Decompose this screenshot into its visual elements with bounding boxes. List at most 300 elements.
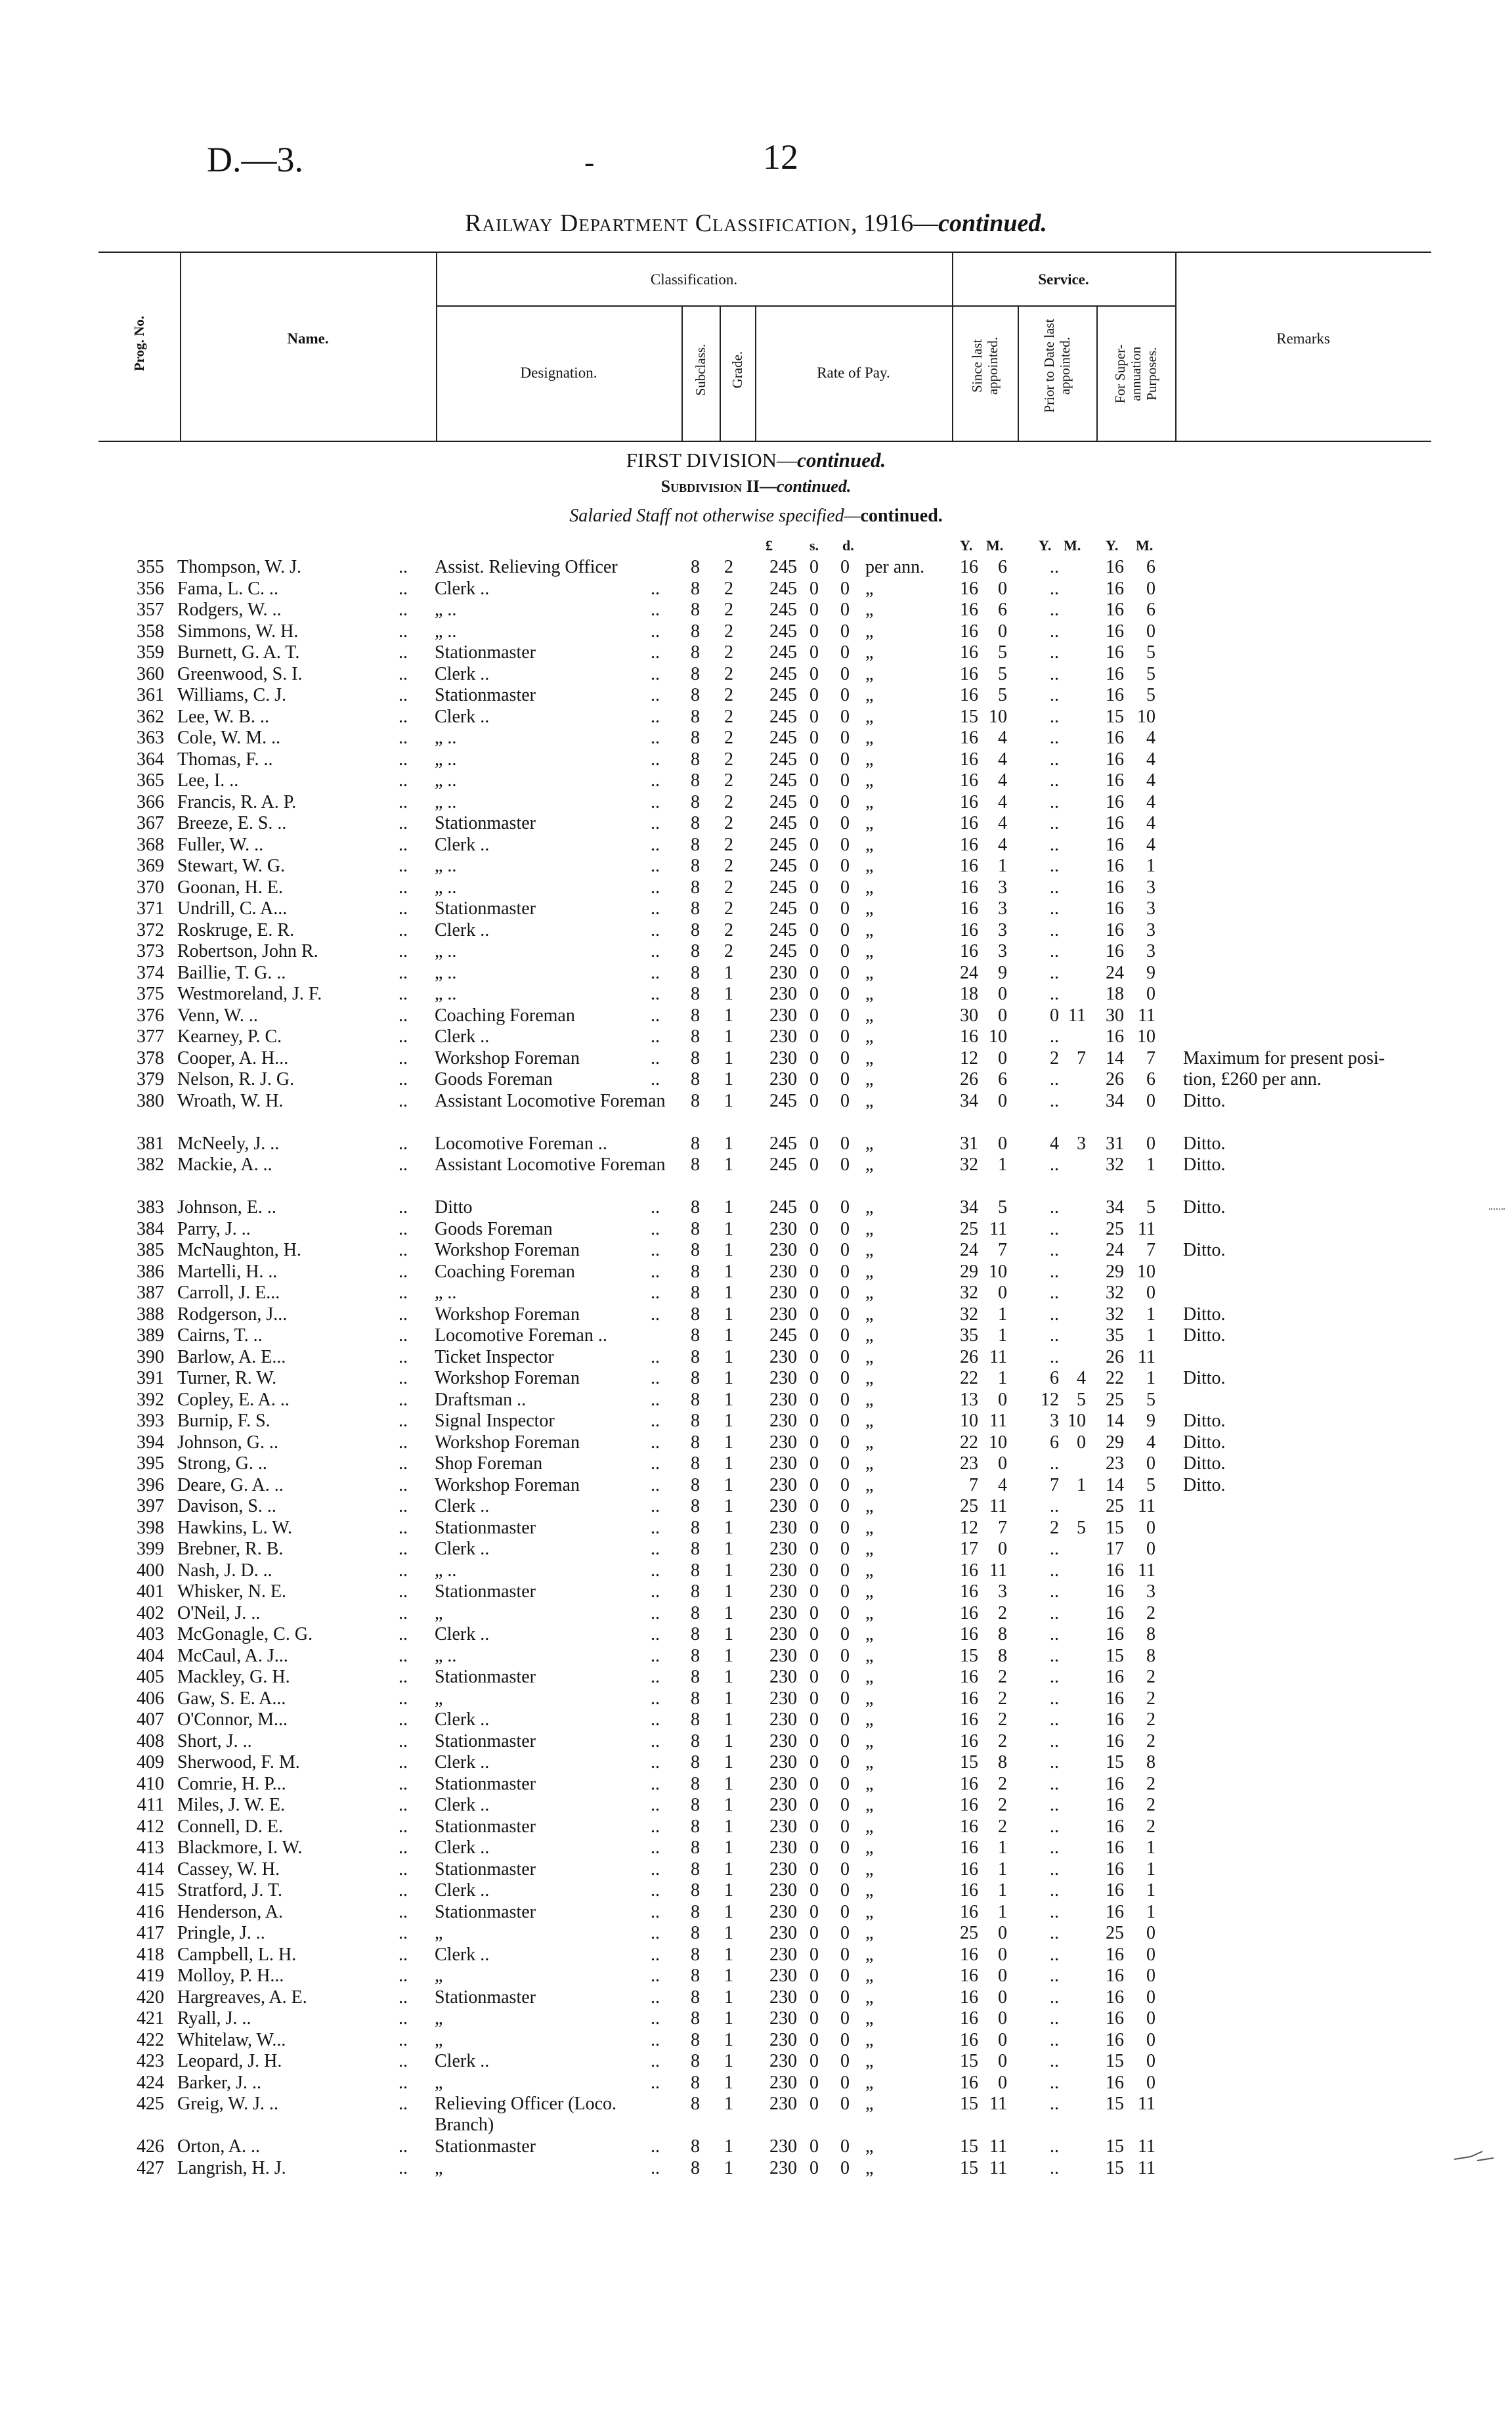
prior-years: .. bbox=[1050, 1453, 1059, 1474]
rate-period: „ bbox=[865, 941, 874, 961]
staff-name: Short, J. .. bbox=[177, 1730, 252, 1751]
remarks: Ditto. bbox=[1183, 1411, 1226, 1431]
prog-no: 395 bbox=[137, 1453, 164, 1474]
super-months: 1 bbox=[1146, 1155, 1156, 1175]
prior-years: .. bbox=[1050, 557, 1059, 577]
rate-pence: 0 bbox=[840, 1090, 850, 1111]
since-months: 7 bbox=[998, 1517, 1007, 1538]
rate-pence: 0 bbox=[840, 749, 850, 770]
leader-dots: .. bbox=[399, 1261, 408, 1282]
rate-period: „ bbox=[865, 1859, 874, 1880]
prior-years: .. bbox=[1050, 1602, 1059, 1623]
designation: Clerk .. bbox=[435, 1026, 490, 1047]
rate-pounds: 230 bbox=[769, 1346, 797, 1367]
super-months: 0 bbox=[1146, 2029, 1156, 2050]
prog-no: 410 bbox=[137, 1773, 164, 1794]
rate-pence: 0 bbox=[840, 941, 850, 961]
rate-pence: 0 bbox=[840, 1325, 850, 1346]
since-months: 11 bbox=[989, 1346, 1007, 1367]
since-years: 7 bbox=[969, 1474, 978, 1495]
table-row bbox=[0, 1432, 1512, 1454]
prog-no: 356 bbox=[137, 578, 164, 599]
table-row bbox=[0, 1069, 1512, 1091]
rate-pence: 0 bbox=[840, 1389, 850, 1410]
super-years: 25 bbox=[1106, 1496, 1124, 1516]
super-months: 4 bbox=[1146, 813, 1156, 833]
staff-heading-word: Salaried bbox=[569, 506, 632, 526]
rate-pounds: 230 bbox=[769, 1453, 797, 1474]
super-years: 16 bbox=[1106, 1837, 1124, 1858]
leader-dots: .. bbox=[651, 1240, 660, 1260]
rate-period: „ bbox=[865, 1389, 874, 1410]
rate-pounds: 245 bbox=[769, 919, 797, 940]
rate-pence: 0 bbox=[840, 856, 850, 876]
subclass: 8 bbox=[691, 984, 700, 1004]
rate-pounds: 230 bbox=[769, 2029, 797, 2050]
rate-pence: 0 bbox=[840, 1453, 850, 1474]
since-months: 0 bbox=[998, 1090, 1007, 1111]
leader-dots: .. bbox=[651, 1795, 660, 1815]
super-months: 5 bbox=[1146, 1389, 1156, 1410]
rate-pounds: 230 bbox=[769, 1261, 797, 1282]
since-months: 11 bbox=[989, 1560, 1007, 1581]
super-years: 16 bbox=[1106, 1966, 1124, 1986]
grade: 1 bbox=[724, 1496, 733, 1516]
prior-years: .. bbox=[1050, 2157, 1059, 2178]
rate-pence: 0 bbox=[840, 919, 850, 940]
rate-pence: 0 bbox=[840, 791, 850, 812]
grade: 1 bbox=[724, 2094, 733, 2114]
super-years: 34 bbox=[1106, 1197, 1124, 1218]
designation: Clerk .. bbox=[435, 919, 490, 940]
since-years: 16 bbox=[960, 919, 978, 940]
since-months: 5 bbox=[998, 685, 1007, 705]
prog-no: 358 bbox=[137, 621, 164, 642]
rate-period: „ bbox=[865, 2157, 874, 2178]
rate-pounds: 245 bbox=[769, 642, 797, 663]
grade: 1 bbox=[724, 1283, 733, 1303]
leader-dots: .. bbox=[399, 1133, 408, 1154]
since-months: 4 bbox=[998, 813, 1007, 833]
prior-years: .. bbox=[1050, 1218, 1059, 1239]
since-months: 2 bbox=[998, 1773, 1007, 1794]
since-years: 16 bbox=[960, 1880, 978, 1901]
designation: „ .. bbox=[435, 600, 457, 620]
subclass: 8 bbox=[691, 1645, 700, 1666]
since-months: 1 bbox=[998, 1880, 1007, 1901]
since-years: 15 bbox=[960, 2094, 978, 2114]
since-months: 10 bbox=[989, 1261, 1007, 1282]
subclass: 8 bbox=[691, 663, 700, 684]
super-years: 35 bbox=[1106, 1325, 1124, 1346]
rate-shillings: 0 bbox=[810, 1240, 819, 1260]
since-years: 16 bbox=[960, 770, 978, 791]
remarks: Ditto. bbox=[1183, 1432, 1226, 1453]
rate-shillings: 0 bbox=[810, 2157, 819, 2178]
grade: 2 bbox=[724, 898, 733, 919]
units-row bbox=[0, 537, 1512, 557]
rate-period: „ bbox=[865, 1133, 874, 1154]
subclass: 8 bbox=[691, 1517, 700, 1538]
leader-dots: .. bbox=[399, 791, 408, 812]
leader-dots: .. bbox=[651, 1816, 660, 1837]
rate-period: „ bbox=[865, 1624, 874, 1644]
prior-years: .. bbox=[1050, 2136, 1059, 2157]
leader-dots: .. bbox=[399, 1411, 408, 1431]
since-months: 11 bbox=[989, 1411, 1007, 1431]
prior-months: 5 bbox=[1077, 1517, 1086, 1538]
leader-dots: .. bbox=[399, 1752, 408, 1772]
rate-pence: 0 bbox=[840, 2072, 850, 2093]
super-months: 8 bbox=[1146, 1752, 1156, 1772]
leader-dots: .. bbox=[651, 1581, 660, 1602]
prior-years: .. bbox=[1050, 1346, 1059, 1367]
prog-no: 414 bbox=[137, 1859, 164, 1880]
staff-name: Fama, L. C. .. bbox=[177, 578, 278, 599]
super-months: 0 bbox=[1146, 1944, 1156, 1965]
rate-pounds: 230 bbox=[769, 1389, 797, 1410]
prior-years: .. bbox=[1050, 1645, 1059, 1666]
leader-dots: .. bbox=[651, 1005, 660, 1026]
rate-period: „ bbox=[865, 919, 874, 940]
super-months: 5 bbox=[1146, 1197, 1156, 1218]
subclass: 8 bbox=[691, 1090, 700, 1111]
table-row bbox=[0, 1688, 1512, 1710]
prog-no: 366 bbox=[137, 791, 164, 812]
leader-dots: .. bbox=[399, 1346, 408, 1367]
staff-heading-word: not bbox=[674, 506, 699, 526]
grade: 1 bbox=[724, 1560, 733, 1581]
leader-dots: .. bbox=[399, 1432, 408, 1453]
table-row bbox=[0, 1197, 1512, 1219]
rate-pounds: 230 bbox=[769, 1304, 797, 1325]
table-row bbox=[0, 2158, 1512, 2180]
staff-heading-word: Staff bbox=[636, 506, 670, 526]
designation: Clerk .. bbox=[435, 1880, 490, 1901]
header-service: Service. bbox=[1038, 271, 1089, 288]
super-years: 16 bbox=[1106, 1667, 1124, 1687]
staff-name: Undrill, C. A... bbox=[177, 898, 288, 919]
since-months: 1 bbox=[998, 1325, 1007, 1346]
subclass: 8 bbox=[691, 1773, 700, 1794]
prog-no: 404 bbox=[137, 1645, 164, 1666]
rate-pounds: 230 bbox=[769, 1816, 797, 1837]
super-months: 11 bbox=[1138, 1346, 1156, 1367]
rate-shillings: 0 bbox=[810, 1752, 819, 1772]
designation: „ bbox=[435, 2157, 443, 2178]
super-years: 24 bbox=[1106, 962, 1124, 983]
leader-dots: .. bbox=[399, 2051, 408, 2071]
rate-pence: 0 bbox=[840, 2136, 850, 2157]
rate-shillings: 0 bbox=[810, 877, 819, 898]
prior-years: .. bbox=[1050, 1560, 1059, 1581]
leader-dots: .. bbox=[651, 1859, 660, 1880]
super-years: 14 bbox=[1106, 1047, 1124, 1068]
prog-no: 392 bbox=[137, 1389, 164, 1410]
prior-years: .. bbox=[1050, 1261, 1059, 1282]
rate-pence: 0 bbox=[840, 1752, 850, 1772]
rate-pence: 0 bbox=[840, 1155, 850, 1175]
designation: Ticket Inspector bbox=[435, 1346, 554, 1367]
staff-name: Thompson, W. J. bbox=[177, 557, 302, 577]
since-months: 9 bbox=[998, 962, 1007, 983]
table-row bbox=[0, 1987, 1512, 2009]
rate-period: „ bbox=[865, 642, 874, 663]
leader-dots: .. bbox=[399, 984, 408, 1004]
super-months: 5 bbox=[1146, 1474, 1156, 1495]
table-row bbox=[0, 1859, 1512, 1881]
page-separator: - bbox=[584, 145, 595, 179]
rate-pounds: 230 bbox=[769, 962, 797, 983]
rate-pence: 0 bbox=[840, 962, 850, 983]
rate-pounds: 230 bbox=[769, 1411, 797, 1431]
grade: 2 bbox=[724, 557, 733, 577]
since-months: 11 bbox=[989, 1496, 1007, 1516]
rate-shillings: 0 bbox=[810, 1133, 819, 1154]
subclass: 8 bbox=[691, 834, 700, 855]
since-months: 0 bbox=[998, 1283, 1007, 1303]
rate-shillings: 0 bbox=[810, 1496, 819, 1516]
prior-years: .. bbox=[1050, 728, 1059, 748]
since-years: 24 bbox=[960, 962, 978, 983]
table-row bbox=[0, 1091, 1512, 1133]
table-row bbox=[0, 1795, 1512, 1816]
super-years: 14 bbox=[1106, 1411, 1124, 1431]
rate-shillings: 0 bbox=[810, 1197, 819, 1218]
rate-period: „ bbox=[865, 1795, 874, 1815]
table-row bbox=[0, 1752, 1512, 1774]
prior-years: .. bbox=[1050, 600, 1059, 620]
super-years: 16 bbox=[1106, 856, 1124, 876]
prog-no: 417 bbox=[137, 1923, 164, 1943]
since-months: 0 bbox=[998, 1987, 1007, 2008]
super-years: 25 bbox=[1106, 1218, 1124, 1239]
remarks: Ditto. bbox=[1183, 1090, 1226, 1111]
super-months: 0 bbox=[1146, 1966, 1156, 1986]
table-row bbox=[0, 1496, 1512, 1518]
rate-pounds: 230 bbox=[769, 2157, 797, 2178]
prog-no: 364 bbox=[137, 749, 164, 770]
leader-dots: .. bbox=[651, 984, 660, 1004]
staff-name: Thomas, F. .. bbox=[177, 749, 273, 770]
designation: „ .. bbox=[435, 791, 457, 812]
staff-name: Wroath, W. H. bbox=[177, 1090, 284, 1111]
header-prog-no: Prog. No. bbox=[131, 315, 147, 372]
subclass: 8 bbox=[691, 1389, 700, 1410]
leader-dots: .. bbox=[651, 706, 660, 727]
staff-name: Johnson, E. .. bbox=[177, 1197, 276, 1218]
rate-pence: 0 bbox=[840, 1923, 850, 1943]
designation: „ bbox=[435, 1602, 443, 1623]
table-row bbox=[0, 856, 1512, 877]
super-years: 18 bbox=[1106, 984, 1124, 1004]
grade: 2 bbox=[724, 706, 733, 727]
rate-pence: 0 bbox=[840, 1133, 850, 1154]
staff-name: Turner, R. W. bbox=[177, 1368, 277, 1388]
rate-shillings: 0 bbox=[810, 1432, 819, 1453]
prog-no: 365 bbox=[137, 770, 164, 791]
leader-dots: .. bbox=[651, 1944, 660, 1965]
since-months: 0 bbox=[998, 2051, 1007, 2071]
designation: Clerk .. bbox=[435, 834, 490, 855]
grade: 1 bbox=[724, 1517, 733, 1538]
super-years: 16 bbox=[1106, 898, 1124, 919]
super-months: 0 bbox=[1146, 1453, 1156, 1474]
leader-dots: .. bbox=[651, 791, 660, 812]
designation: „ .. bbox=[435, 1283, 457, 1303]
margin-mark bbox=[1451, 2147, 1497, 2165]
prior-years: 7 bbox=[1050, 1474, 1059, 1495]
since-years: 16 bbox=[960, 578, 978, 599]
rate-pounds: 230 bbox=[769, 1944, 797, 1965]
designation: „ bbox=[435, 2008, 443, 2029]
leader-dots: .. bbox=[399, 813, 408, 833]
prior-years: 12 bbox=[1041, 1389, 1059, 1410]
leader-dots: .. bbox=[399, 2094, 408, 2114]
designation: Locomotive Foreman .. bbox=[435, 1325, 607, 1346]
subclass: 8 bbox=[691, 706, 700, 727]
super-years: 16 bbox=[1106, 1624, 1124, 1644]
since-years: 26 bbox=[960, 1069, 978, 1089]
prog-no: 419 bbox=[137, 1966, 164, 1986]
rate-shillings: 0 bbox=[810, 1304, 819, 1325]
designation: „ bbox=[435, 1966, 443, 1986]
leader-dots: .. bbox=[399, 1539, 408, 1559]
rate-pounds: 230 bbox=[769, 1560, 797, 1581]
super-years: 15 bbox=[1106, 2136, 1124, 2157]
subclass: 8 bbox=[691, 1944, 700, 1965]
since-months: 2 bbox=[998, 1688, 1007, 1709]
rate-pence: 0 bbox=[840, 1539, 850, 1559]
super-years: 16 bbox=[1106, 728, 1124, 748]
rate-pence: 0 bbox=[840, 1944, 850, 1965]
subclass: 8 bbox=[691, 1325, 700, 1346]
since-years: 16 bbox=[960, 621, 978, 642]
super-months: 2 bbox=[1146, 1795, 1156, 1815]
super-months: 5 bbox=[1146, 685, 1156, 705]
title-text: Railway Department Classification bbox=[465, 209, 852, 237]
remarks: Ditto. bbox=[1183, 1240, 1226, 1260]
rate-period: „ bbox=[865, 1816, 874, 1837]
leader-dots: .. bbox=[651, 1645, 660, 1666]
since-months: 4 bbox=[998, 728, 1007, 748]
subclass: 8 bbox=[691, 1795, 700, 1815]
staff-table bbox=[0, 557, 1512, 2179]
designation: „ bbox=[435, 1688, 443, 1709]
grade: 1 bbox=[724, 1389, 733, 1410]
rate-period: „ bbox=[865, 1090, 874, 1111]
leader-dots: .. bbox=[399, 1688, 408, 1709]
rate-shillings: 0 bbox=[810, 2051, 819, 2071]
grade: 1 bbox=[724, 1773, 733, 1794]
designation: „ .. bbox=[435, 770, 457, 791]
rate-period: „ bbox=[865, 1304, 874, 1325]
table-row bbox=[0, 877, 1512, 899]
unit-years-1: Y. bbox=[960, 537, 973, 554]
subclass: 8 bbox=[691, 962, 700, 983]
unit-years-2: Y. bbox=[1039, 537, 1052, 554]
designation: Stationmaster bbox=[435, 898, 536, 919]
prior-years: .. bbox=[1050, 791, 1059, 812]
super-years: 16 bbox=[1106, 2072, 1124, 2093]
since-years: 15 bbox=[960, 2051, 978, 2071]
prior-years: .. bbox=[1050, 877, 1059, 898]
rate-shillings: 0 bbox=[810, 706, 819, 727]
grade: 2 bbox=[724, 919, 733, 940]
table-row bbox=[0, 1390, 1512, 1411]
rate-shillings: 0 bbox=[810, 2029, 819, 2050]
super-years: 23 bbox=[1106, 1453, 1124, 1474]
prior-years: .. bbox=[1050, 1859, 1059, 1880]
rate-pounds: 230 bbox=[769, 1602, 797, 1623]
leader-dots: .. bbox=[651, 685, 660, 705]
super-months: 2 bbox=[1146, 1730, 1156, 1751]
super-years: 26 bbox=[1106, 1346, 1124, 1367]
rate-period: „ bbox=[865, 2029, 874, 2050]
designation: Stationmaster bbox=[435, 1667, 536, 1687]
rate-period: „ bbox=[865, 962, 874, 983]
super-years: 16 bbox=[1106, 663, 1124, 684]
designation: Goods Foreman bbox=[435, 1218, 553, 1239]
designation: Relieving Officer (Loco. Branch) bbox=[435, 2094, 617, 2135]
staff-name: Williams, C. J. bbox=[177, 685, 287, 705]
prog-no: 367 bbox=[137, 813, 164, 833]
leader-dots: .. bbox=[651, 1709, 660, 1730]
division-continued: continued. bbox=[797, 449, 886, 472]
rate-period: „ bbox=[865, 1837, 874, 1858]
rate-period: „ bbox=[865, 1517, 874, 1538]
rate-shillings: 0 bbox=[810, 791, 819, 812]
rate-pounds: 230 bbox=[769, 1517, 797, 1538]
title-year: , 1916— bbox=[851, 209, 939, 237]
designation: Clerk .. bbox=[435, 1624, 490, 1644]
since-months: 10 bbox=[989, 706, 1007, 727]
page-number: 12 bbox=[763, 137, 798, 177]
super-years: 16 bbox=[1106, 1581, 1124, 1602]
rate-shillings: 0 bbox=[810, 1539, 819, 1559]
subclass: 8 bbox=[691, 1218, 700, 1239]
rate-pounds: 230 bbox=[769, 1880, 797, 1901]
leader-dots: .. bbox=[399, 749, 408, 770]
leader-dots: .. bbox=[399, 1602, 408, 1623]
super-months: 6 bbox=[1146, 557, 1156, 577]
super-years: 16 bbox=[1106, 2029, 1124, 2050]
since-years: 13 bbox=[960, 1389, 978, 1410]
leader-dots: .. bbox=[399, 919, 408, 940]
prog-no: 424 bbox=[137, 2072, 164, 2093]
super-years: 32 bbox=[1106, 1155, 1124, 1175]
grade: 1 bbox=[724, 1624, 733, 1644]
super-months: 1 bbox=[1146, 1880, 1156, 1901]
prior-years: .. bbox=[1050, 770, 1059, 791]
since-years: 32 bbox=[960, 1283, 978, 1303]
leader-dots: .. bbox=[399, 1155, 408, 1175]
leader-dots: .. bbox=[399, 1581, 408, 1602]
rate-period: „ bbox=[865, 1688, 874, 1709]
rate-pounds: 230 bbox=[769, 984, 797, 1004]
leader-dots: .. bbox=[399, 600, 408, 620]
grade: 2 bbox=[724, 791, 733, 812]
prior-years: 4 bbox=[1050, 1133, 1059, 1154]
super-years: 16 bbox=[1106, 749, 1124, 770]
grade: 2 bbox=[724, 685, 733, 705]
staff-name: Whisker, N. E. bbox=[177, 1581, 287, 1602]
rate-period: „ bbox=[865, 1880, 874, 1901]
staff-name: Blackmore, I. W. bbox=[177, 1837, 303, 1858]
super-months: 0 bbox=[1146, 621, 1156, 642]
since-years: 16 bbox=[960, 1944, 978, 1965]
leader-dots: .. bbox=[651, 919, 660, 940]
